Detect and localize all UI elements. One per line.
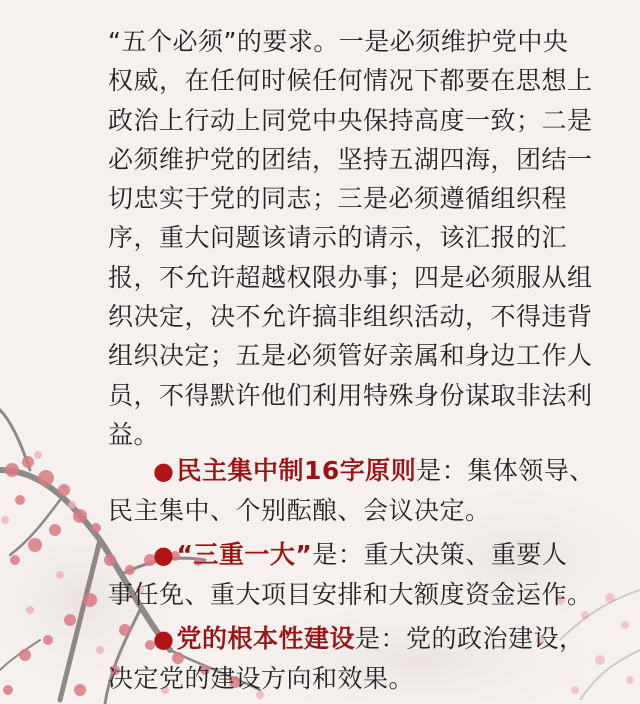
bullet-democratic-centralism bbox=[108, 451, 595, 530]
bullet-text-line2: 民主集中、个别酝酿、会议决定。 bbox=[108, 496, 491, 525]
bullet-dot-icon: ● bbox=[153, 457, 175, 485]
paragraph-line: 必须维护党的团结，坚持五湖四海，团结一 bbox=[108, 144, 593, 174]
bullet-dot-icon: ● bbox=[153, 541, 175, 569]
five-musts-paragraph bbox=[108, 22, 593, 454]
bullet-text-line2: 事任免、重大项目安排和大额度资金运作。 bbox=[108, 580, 593, 609]
paragraph-line: 员，不得默许他们利用特殊身份谋取非法利 bbox=[108, 380, 593, 410]
bullet-three-important-one-large bbox=[108, 535, 593, 614]
bullet-fundamental-construction bbox=[108, 619, 585, 698]
paragraph-line: 政治上行动上同党中央保持高度一致；二是 bbox=[108, 105, 593, 135]
bullet-text: 是：集体领导、 bbox=[416, 456, 595, 485]
paragraph-line: 切忠实于党的同志；三是必须遵循组织程 bbox=[108, 184, 568, 214]
paragraph-line: 组织决定；五是必须管好亲属和身边工作人 bbox=[108, 341, 593, 371]
bullet-dot-icon: ● bbox=[153, 625, 175, 653]
paragraph-line: 权威，在任何时候任何情况下都要在思想上 bbox=[108, 66, 593, 96]
paragraph-line: 益。 bbox=[108, 419, 160, 449]
paragraph-line: 序，重大问题该请示的请示，该汇报的汇 bbox=[108, 223, 568, 253]
paragraph-line: 报，不允许超越权限办事；四是必须服从组 bbox=[108, 262, 593, 292]
paragraph-line: “五个必须”的要求。一是必须维护党中央 bbox=[108, 27, 569, 56]
bullet-term: 党的根本性建设 bbox=[176, 624, 355, 653]
bullet-text: 是：重大决策、重要人 bbox=[312, 540, 568, 569]
bullet-text: 是：党的政治建设， bbox=[354, 624, 585, 653]
bullet-text-line2: 决定党的建设方向和效果。 bbox=[108, 664, 415, 693]
bullet-term: “三重一大” bbox=[176, 540, 313, 569]
bullet-term: 民主集中制16字原则 bbox=[176, 456, 417, 485]
paragraph-line: 织决定，决不允许搞非组织活动，不得违背 bbox=[108, 302, 593, 332]
